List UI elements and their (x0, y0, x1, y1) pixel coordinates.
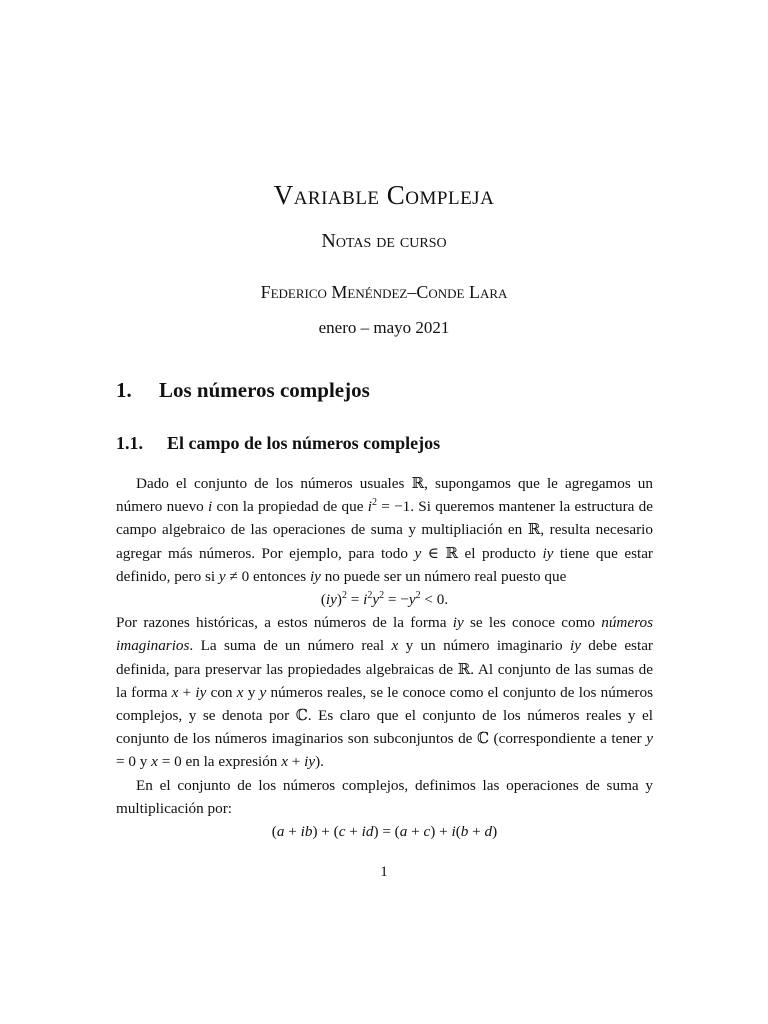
paragraph-1: Dado el conjunto de los números usuales ℝ, supongamos que le agregamos un número nuevo i con la propiedad de que $i^2 = -1$. Si queremos mantener la estructura de campo algebraico de las operaciones de suma y multipliación en ℝ, resulta necesario agregar más números. Por ejemplo, para todo y ∈ ℝ el producto iy tiene que estar definido, pero si y ≠ 0 entonces iy no puede ser un número real puesto que (116, 475, 653, 585)
document-subtitle: Notas de curso (321, 230, 447, 252)
document-author: Federico Menéndez–Conde Lara (260, 282, 508, 302)
subsection-number: 1.1. (116, 433, 143, 453)
equation-2: (a + ib) + (c + id) = (a + c) + i(b + d) (271, 823, 498, 841)
section-number: 1. (116, 378, 132, 402)
document-title: Variable Compleja (273, 180, 495, 210)
subsection-heading (116, 433, 440, 454)
equation-1: $(iy)^2 = i^2y^2 = -y^2 < 0$. (320, 590, 449, 609)
paragraph-3: En el conjunto de los números complejos, definimos las operaciones de suma y multiplicación por: (116, 776, 653, 817)
body-text (116, 472, 653, 843)
section-heading (116, 378, 370, 403)
document-date: enero – mayo 2021 (318, 318, 450, 337)
subsection-title: El campo de los números complejos (167, 433, 441, 453)
section-title: Los números complejos (159, 378, 370, 402)
page-number: 1 (380, 864, 388, 880)
paragraph-2: Por razones históricas, a estos números de la forma iy se les conoce como números imaginarios. La suma de un número real x y un número imaginario iy debe estar definida, para preservar las propiedades algebraicas de ℝ. Al conjunto de las sumas de la forma x + iy con x y y números reales, se le conoce como el conjunto de los números complejos, y se denota por ℂ. Es claro que el conjunto de los números reales y el conjunto de los números imaginarios son subconjuntos de ℂ (correspondiente a tener y = 0 y x = 0 en la expresión x + iy). (116, 614, 653, 771)
